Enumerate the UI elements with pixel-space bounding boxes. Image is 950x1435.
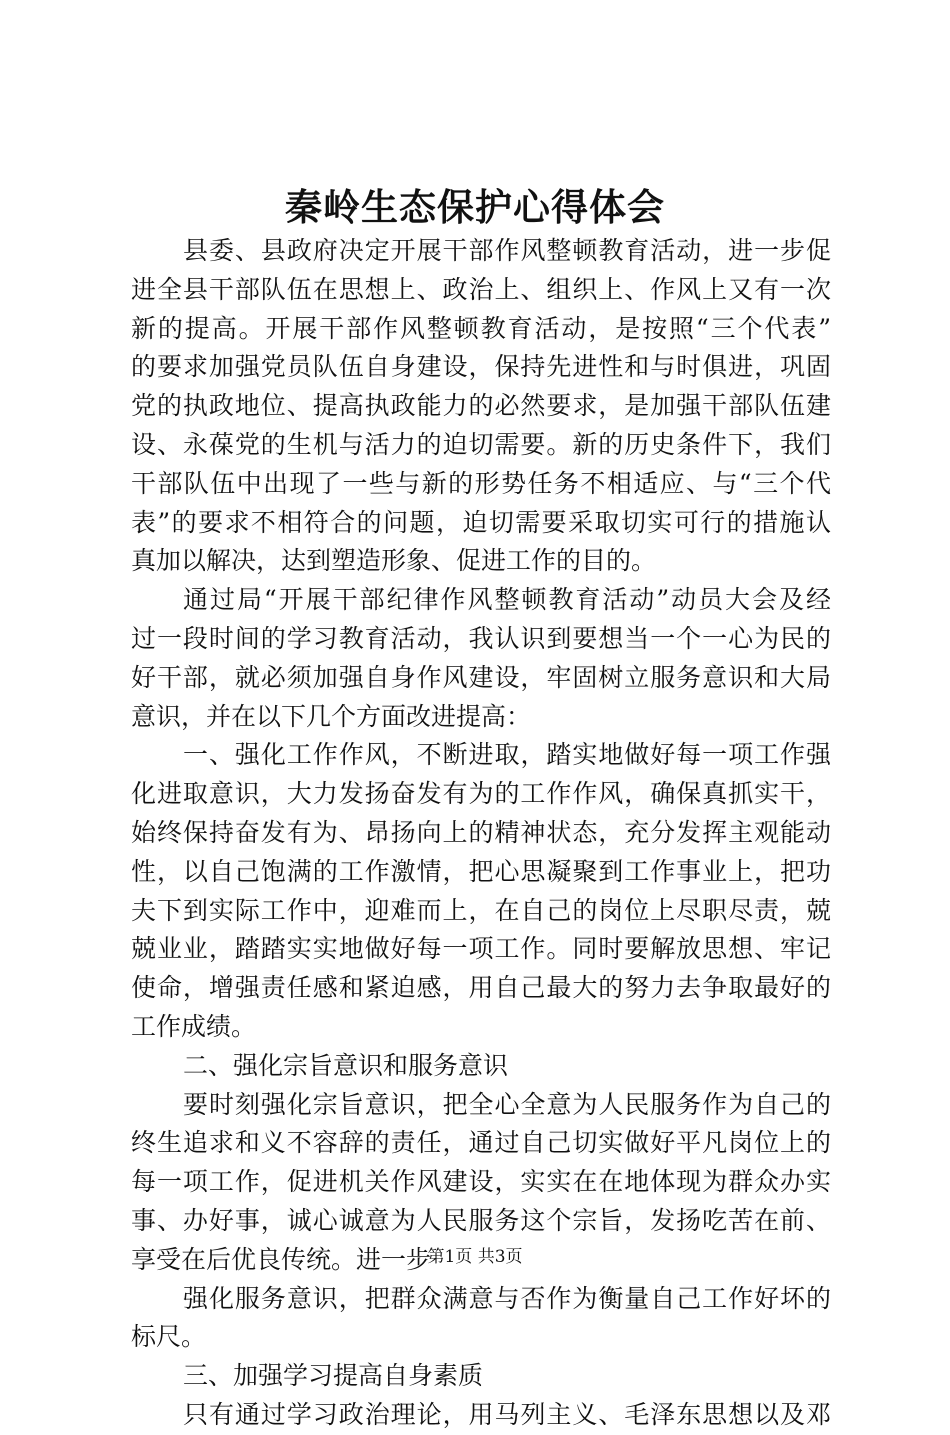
text-line: 工作成绩。: [131, 1011, 257, 1041]
text-line: 要时刻强化宗旨意识，把全心全意为人民服务作为自己的: [183, 1089, 831, 1119]
text-line: 通过局“开展干部纪律作风整顿教育活动”动员大会及经: [183, 585, 831, 615]
text-line: 新的提高。开展干部作风整顿教育活动，是按照“三个代表”: [131, 313, 831, 343]
text-line: 使命，增强责任感和紧迫感，用自己最大的努力去争取最好的: [131, 973, 831, 1003]
text-line: 意识，并在以下几个方面改进提高：: [131, 701, 532, 731]
text-line: 终生追求和义不容辞的责任，通过自己切实做好平凡岗位上的: [131, 1128, 831, 1158]
section-heading: 二、强化宗旨意识和服务意识: [183, 1050, 509, 1080]
text-line: 进全县干部队伍在思想上、政治上、组织上、作风上又有一次: [131, 274, 831, 304]
text-line: 县委、县政府决定开展干部作风整顿教育活动，进一步促: [183, 236, 831, 265]
text-line: 干部队伍中出现了一些与新的形势任务不相适应、与“三个代: [131, 468, 831, 498]
text-line: 事、办好事，诚心诚意为人民服务这个宗旨，发扬吃苦在前、: [131, 1205, 831, 1235]
text-line: 每一项工作，促进机关作风建设，实实在在地体现为群众办实: [131, 1167, 831, 1197]
text-line: 设、永葆党的生机与活力的迫切需要。新的历史条件下，我们: [131, 429, 831, 459]
text-line: 党的执政地位、提高执政能力的必然要求，是加强干部队伍建: [131, 391, 831, 421]
text-line: 真加以解决，达到塑造形象、促进工作的目的。: [131, 546, 657, 576]
text-line: 性，以自己饱满的工作激情，把心思凝聚到工作事业上，把功: [131, 856, 831, 886]
text-line: 兢业业，踏踏实实地做好每一项工作。同时要解放思想、牢记: [131, 934, 831, 964]
text-line: 化进取意识，大力发扬奋发有为的工作作风，确保真抓实干，: [131, 779, 831, 809]
document-title: 秦岭生态保护心得体会: [285, 186, 665, 229]
text-line: 只有通过学习政治理论，用马列主义、毛泽东思想以及邓: [183, 1399, 831, 1429]
text-line: 始终保持奋发有为、昂扬向上的精神状态，充分发挥主观能动: [131, 817, 831, 847]
text-line: 好干部，就必须加强自身作风建设，牢固树立服务意识和大局: [131, 662, 831, 692]
section-heading: 三、加强学习提高自身素质: [183, 1361, 484, 1391]
text-line: 享受在后优良传统。进一步: [131, 1244, 432, 1274]
text-line: 强化服务意识，把群众满意与否作为衡量自己工作好坏的: [183, 1283, 831, 1313]
text-line: 一、强化工作作风，不断进取，踏实地做好每一项工作强: [183, 740, 831, 770]
text-line: 标尺。: [131, 1322, 207, 1352]
text-line: 的要求加强党员队伍自身建设，保持先进性和与时俱进，巩固: [131, 352, 831, 382]
page-number: 第1页 共3页: [427, 1247, 523, 1267]
text-line: 过一段时间的学习教育活动，我认识到要想当一个一心为民的: [131, 623, 831, 653]
text-line: 夫下到实际工作中，迎难而上，在自己的岗位上尽职尽责，兢: [131, 895, 831, 925]
text-line: 表”的要求不相符合的问题，迫切需要采取切实可行的措施认: [131, 507, 831, 537]
